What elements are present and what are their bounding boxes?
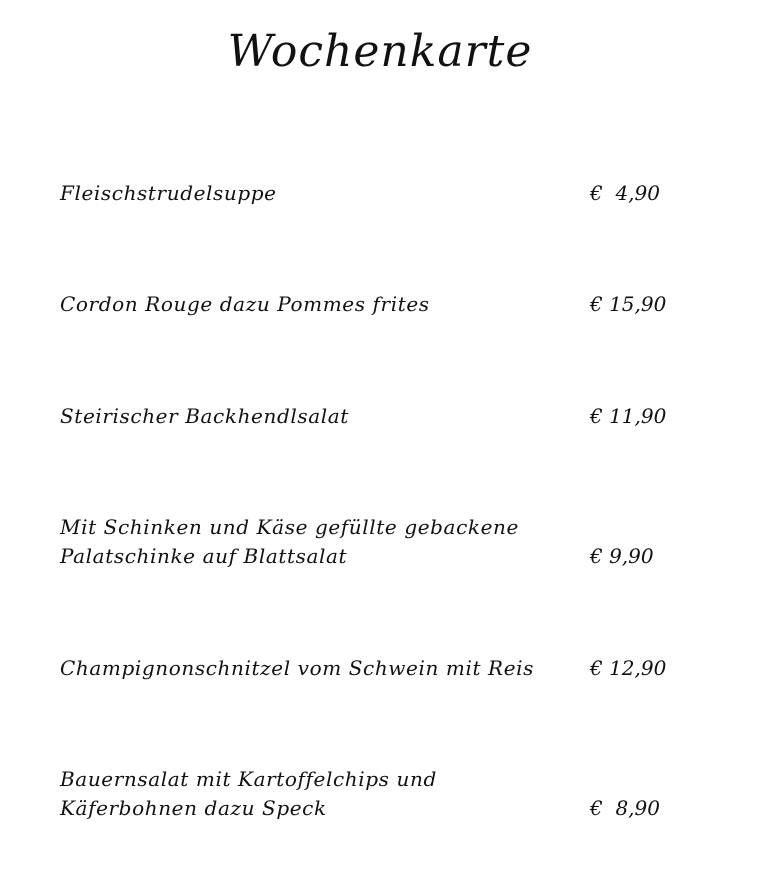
dish-name: Champignonschnitzel vom Schwein mit Reis	[60, 656, 535, 680]
dish-price: € 4,90	[590, 181, 660, 205]
dish-price: € 12,90	[590, 656, 667, 680]
dish-price: € 15,90	[590, 292, 667, 316]
dish-name: Bauernsalat mit Kartoffelchips und Käferbohnen dazu Speck	[60, 767, 437, 820]
dish-price: € 11,90	[590, 404, 667, 428]
dish-name: Steirischer Backhendlsalat	[60, 404, 349, 428]
dish-name: Fleischstrudelsuppe	[60, 181, 277, 205]
dish-name: Cordon Rouge dazu Pommes frites	[60, 292, 430, 316]
dish-price: € 9,90	[590, 544, 654, 568]
dish-name: Mit Schinken und Käse gefüllte gebackene Palatschinke auf Blattsalat	[60, 515, 519, 568]
page-title: Wochenkarte	[227, 26, 533, 77]
dish-price: € 8,90	[590, 796, 660, 820]
